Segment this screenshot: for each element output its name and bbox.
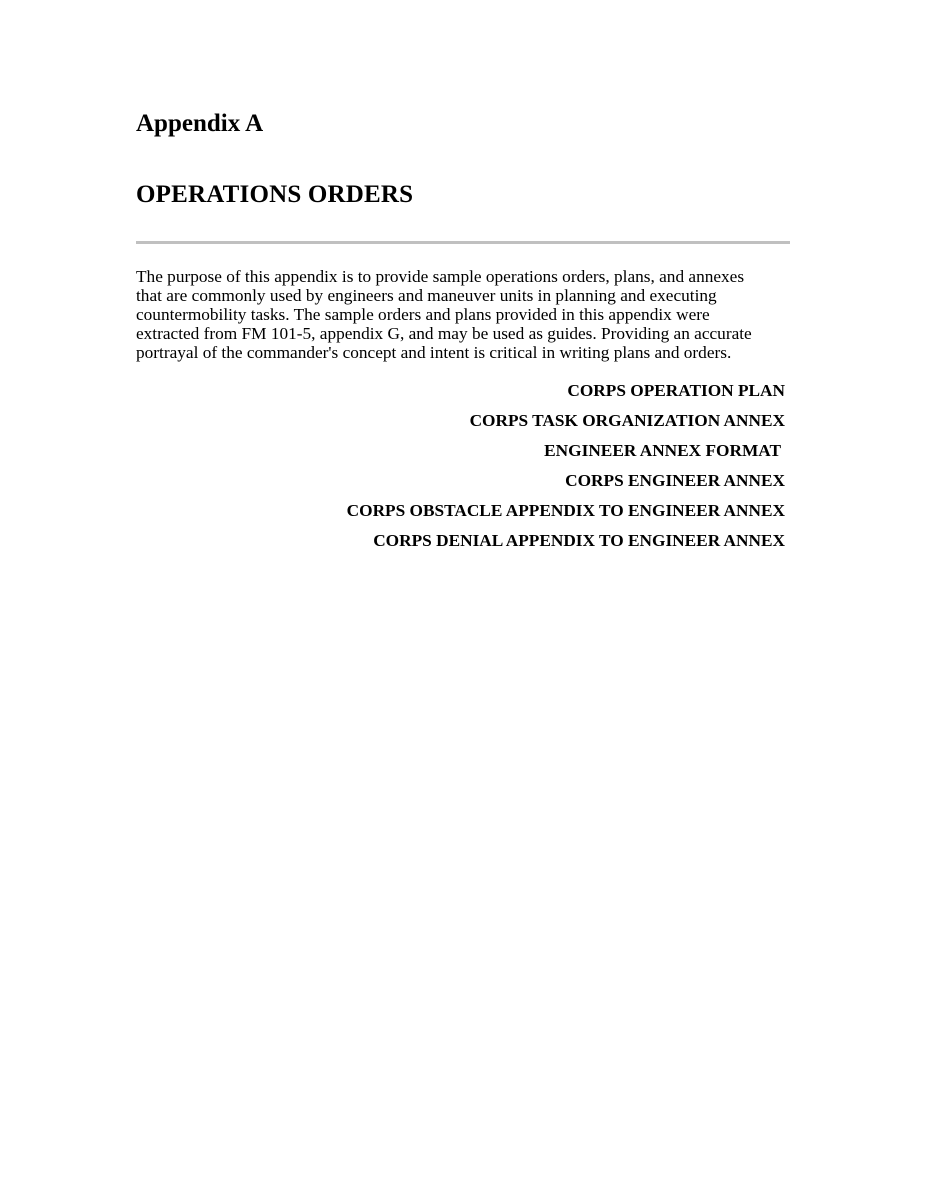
contents-item-engineer-annex-format: ENGINEER ANNEX FORMAT (544, 441, 781, 460)
intro-line: extracted from FM 101-5, appendix G, and may be used as guides. Providing an accurate (136, 324, 752, 343)
intro-line: that are commonly used by engineers and maneuver units in planning and executing (136, 286, 717, 305)
contents-item-corps-obstacle-appendix: CORPS OBSTACLE APPENDIX TO ENGINEER ANNEX (346, 501, 785, 520)
contents-item-corps-task-organization-annex: CORPS TASK ORGANIZATION ANNEX (469, 411, 785, 430)
contents-item-corps-denial-appendix: CORPS DENIAL APPENDIX TO ENGINEER ANNEX (373, 531, 785, 550)
intro-line: portrayal of the commander's concept and intent is critical in writing plans and orders. (136, 343, 732, 362)
intro-paragraph (136, 267, 796, 362)
contents-item-corps-operation-plan: CORPS OPERATION PLAN (567, 381, 785, 400)
title-divider (136, 241, 790, 244)
contents-list (136, 376, 785, 556)
chapter-title: OPERATIONS ORDERS (136, 181, 414, 208)
intro-line: countermobility tasks. The sample orders and plans provided in this appendix were (136, 305, 710, 324)
contents-item-corps-engineer-annex: CORPS ENGINEER ANNEX (565, 471, 785, 490)
intro-line: The purpose of this appendix is to provide sample operations orders, plans, and annexes (136, 267, 745, 286)
appendix-label: Appendix A (136, 110, 264, 137)
